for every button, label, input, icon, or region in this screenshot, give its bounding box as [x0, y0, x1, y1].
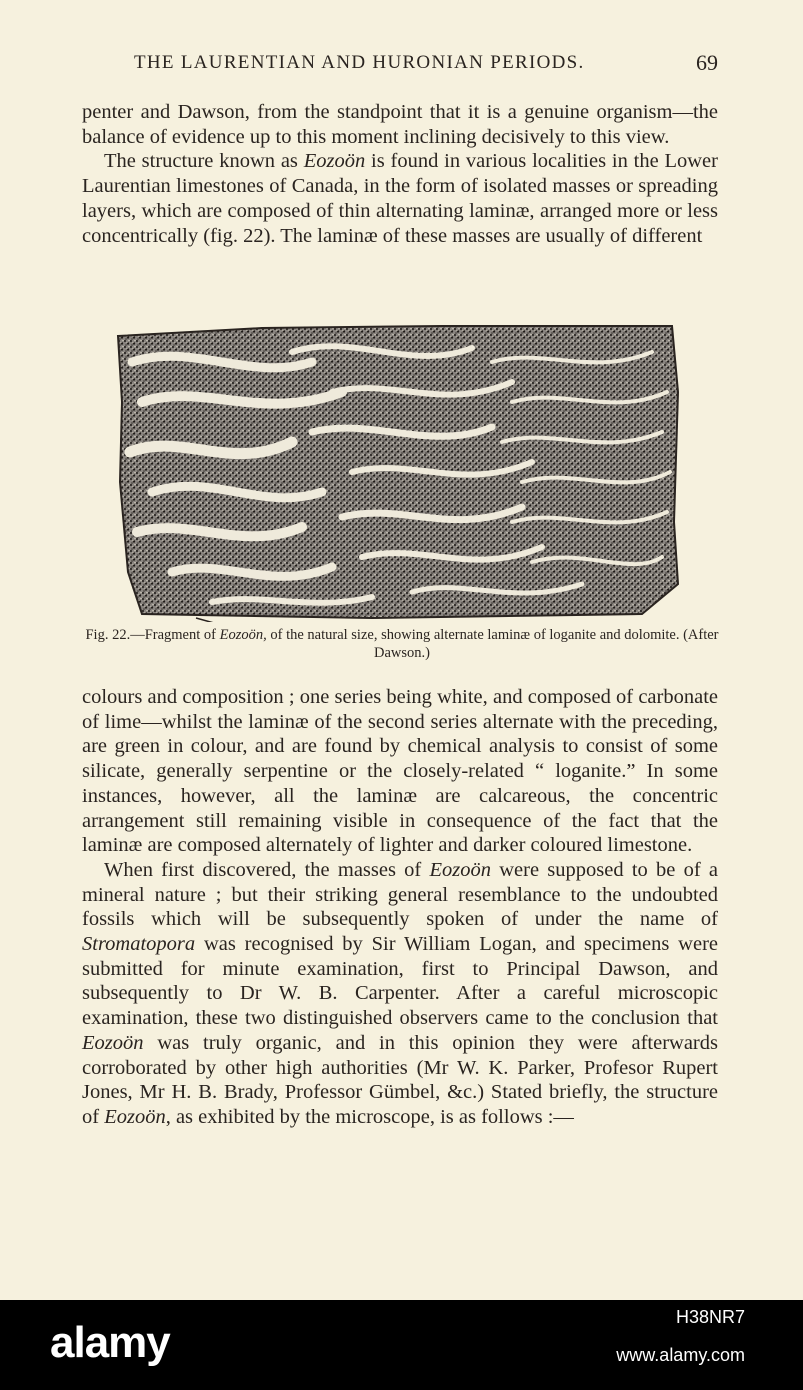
page-number: 69 — [696, 50, 718, 75]
running-title: THE LAURENTIAN AND HURONIAN PERIODS. — [134, 52, 585, 73]
figure-caption: Fig. 22.—Fragment of Eozoön, of the natural size, showing alternate laminæ of loganite and dolomite. (After Dawson.) — [85, 627, 719, 661]
image-id: H38NR7 — [675, 1307, 745, 1327]
alamy-logo: alamy — [50, 1318, 170, 1367]
base-line — [196, 618, 232, 622]
italic-eozoon: Eozoön — [303, 150, 366, 173]
paragraph-discovery: When first discovered, the masses of Eozoön were supposed to be of a mineral nature ; but their striking general resemblance to the undoubted fossils which will be subsequently spoken of under the name of Stromatopora was recognised by Sir William Logan, and specimens were submitted for minute examination, first to Principal Dawson, and subsequently to Dr W. B. Carpenter. After a careful microscopic examination, these two distinguished observers came to the conclusion that Eozoön was truly organic, and in this opinion they were afterwards corroborated by other high authorities (Mr W. K. Parker, Profesor Rupert Jones, Mr H. B. Brady, Professor Gümbel, &c.) Stated briefly, the structure of Eozoön, as exhibited by the microscope, is as follows :— — [82, 858, 719, 1128]
paragraph-eozoon-structure: The structure known as Eozoön is found in various localities in the Lower Laurentian limestones of Canada, in the form of isolated masses or spreading layers, which are composed of thin alternating laminæ, arranged more or less concentrically (fig. 22). The laminæ of these masses are usually of different — [82, 150, 718, 247]
running-header — [82, 50, 718, 78]
eozoon-fragment-figure — [112, 322, 680, 622]
text-block-upper — [82, 100, 718, 248]
text-block-lower — [82, 685, 718, 1130]
paragraph-colours: colours and composition ; one series being white, and composed of carbonate of lime—whilst the laminæ of the second series alternate with the preceding, are green in colour, and are found by chemical analysis to consist of some silicate, generally serpentine or the closely-related “ loganite.” In some instances, however, all the laminæ are calcareous, the concentric arrangement still remaining visible in consequence of the fact that the laminæ are composed alternately of lighter and darker coloured limestone. — [82, 686, 718, 857]
paragraph-continuation: penter and Dawson, from the standpoint that it is a genuine organism—the balance of evidence up to this moment inclining decisively to this view. — [82, 101, 718, 148]
site-url: www.alamy.com — [616, 1345, 745, 1365]
specimen-outline — [118, 326, 678, 618]
